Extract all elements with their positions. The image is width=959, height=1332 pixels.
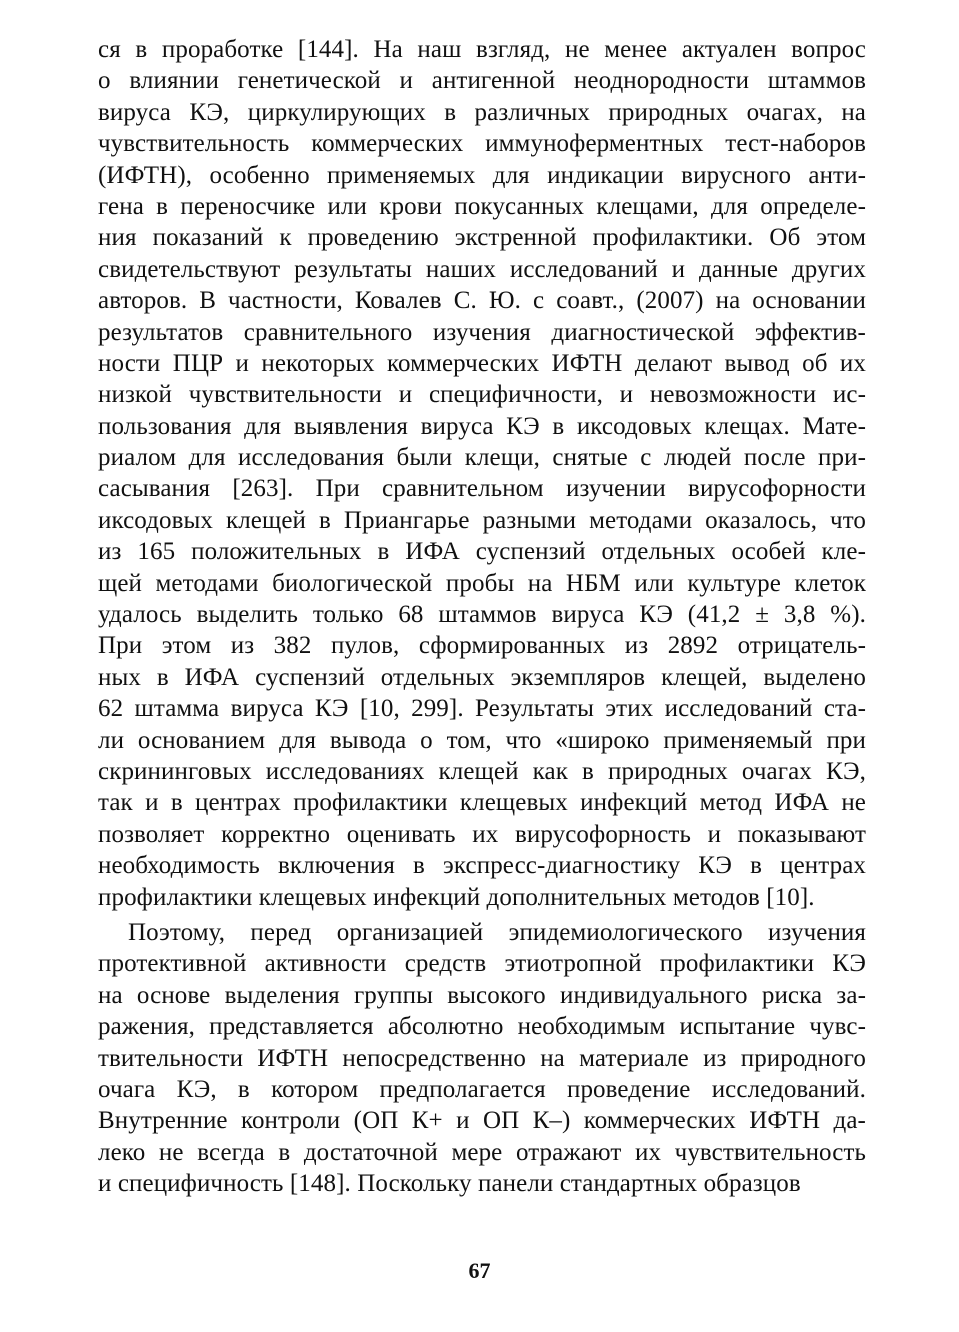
text-line: ных в ИФА суспензий отдельных экземпляров клещей, выделено (98, 663, 866, 691)
text-line: риалом для исследования были клещи, снятые с людей после при- (98, 444, 866, 472)
text-line: При этом из 382 пулов, сформированных из 2892 отрицатель- (98, 632, 866, 660)
text-line: щей методами биологической пробы на НБМ или культуре клеток (98, 569, 866, 597)
text-line: протективной активности средств этиотропной профилактики КЭ (98, 950, 866, 978)
text-line: и специфичность [148]. Поскольку панели стандартных образцов (98, 1170, 801, 1198)
text-line: из 165 положительных в ИФА суспензий отдельных особей кле- (98, 538, 866, 566)
text-line: леко не всегда в достаточной мере отражают их чувствительность (98, 1138, 866, 1166)
text-line: свидетельствуют результаты наших исследований и данные других (98, 255, 866, 283)
text-line: 62 штамма вируса КЭ [10, 299]. Результаты этих исследований ста- (98, 695, 866, 723)
text-line: Внутренние контроли (ОП К+ и ОП К–) коммерческих ИФТН да- (98, 1107, 866, 1135)
text-line: о влиянии генетической и антигенной неоднородности штаммов (98, 67, 866, 95)
text-line: скрининговых исследованиях клещей как в природных очагах КЭ, (98, 757, 866, 785)
text-line: на основе выделения группы высокого индивидуального риска за- (98, 981, 866, 1009)
text-line: вируса КЭ, циркулирующих в различных природных очагах, на (98, 98, 866, 126)
text-line: авторов. В частности, Ковалев С. Ю. с соавт., (2007) на основании (98, 287, 866, 315)
body-text (98, 34, 866, 1199)
text-line: сасывания [263]. При сравнительном изучении вирусофорности (98, 475, 866, 503)
paragraph-2 (98, 917, 866, 1200)
paragraph-1 (98, 34, 866, 913)
text-line: ся в проработке [144]. На наш взгляд, не менее актуален вопрос (98, 36, 866, 63)
text-line: пользования для выявления вируса КЭ в иксодовых клещах. Мате- (98, 412, 866, 440)
text-line: позволяет корректно оценивать их вирусофорность и показывают (98, 820, 866, 848)
text-line: ности ПЦР и некоторых коммерческих ИФТН делают вывод об их (98, 349, 866, 377)
text-line: чувствительность коммерческих иммуноферментных тест-наборов (98, 130, 866, 158)
text-line: (ИФТН), особенно применяемых для индикации вирусного анти- (98, 161, 866, 189)
text-line: так и в центрах профилактики клещевых инфекций метод ИФА не (98, 789, 866, 817)
text-line: твительности ИФТН непосредственно на материале из природного (98, 1044, 866, 1072)
text-line: Поэтому, перед организацией эпидемиологического изучения (128, 918, 866, 946)
text-line: иксодовых клещей в Приангарье разными методами оказалось, что (98, 506, 866, 534)
text-line: низкой чувствительности и специфичности, и невозможности ис- (98, 381, 866, 409)
text-line: профилактики клещевых инфекций дополнительных методов [10]. (98, 883, 815, 911)
text-line: очага КЭ, в котором предполагается проведение исследований. (98, 1075, 866, 1103)
page-number: 67 (468, 1258, 491, 1283)
text-line: необходимость включения в экспресс-диагностику КЭ в центрах (98, 852, 866, 880)
text-line: ния показаний к проведению экстренной профилактики. Об этом (98, 224, 866, 252)
text-line: гена в переносчике или крови покусанных клещами, для определе- (98, 192, 866, 220)
text-line: ли основанием для вывода о том, что «широко применяемый при (98, 726, 866, 754)
text-line: удалось выделить только 68 штаммов вируса КЭ (41,2 ± 3,8 %). (98, 601, 866, 629)
text-line: результатов сравнительного изучения диагностической эффектив- (98, 318, 866, 346)
text-line: ражения, представляется абсолютно необходимым испытание чувс- (98, 1013, 866, 1041)
